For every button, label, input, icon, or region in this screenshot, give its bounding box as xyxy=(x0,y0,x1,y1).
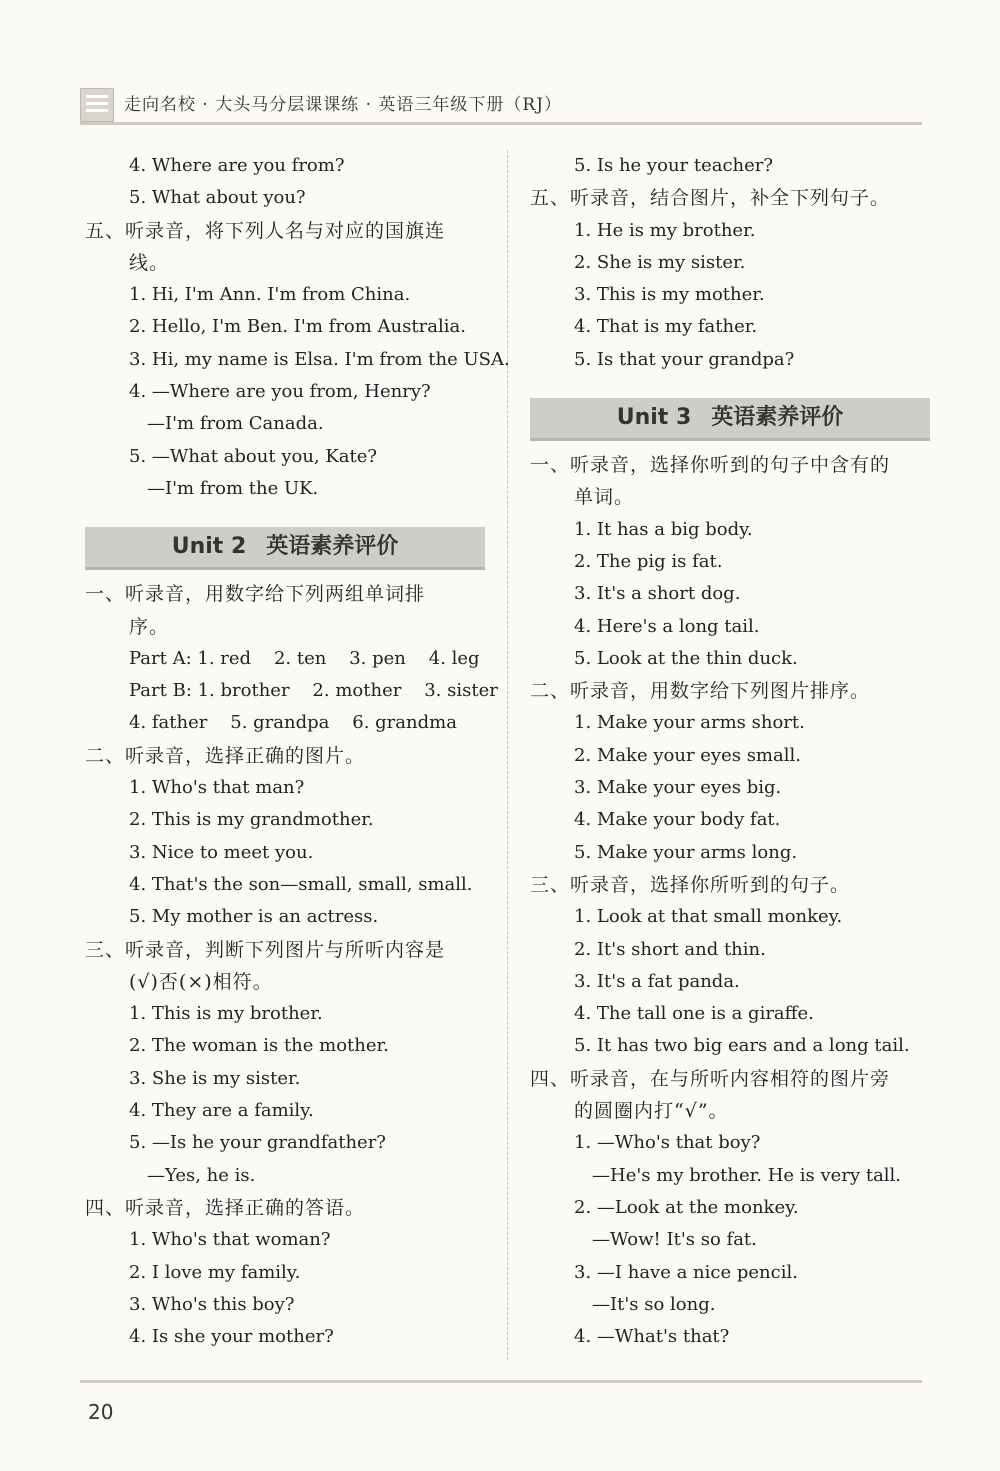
text-line: 1. Hi, I'm Ann. I'm from China. xyxy=(129,284,411,306)
text-line: 1. It has a big body. xyxy=(574,518,753,540)
text-line: 1. He is my brother. xyxy=(574,219,756,241)
left-column xyxy=(85,150,510,1353)
text-line: 3. She is my sister. xyxy=(129,1067,301,1089)
text-line: 1. —Who's that boy? xyxy=(574,1132,761,1154)
question-title: 三、听录音，选择你所听到的句子。 xyxy=(530,873,851,896)
text-line: 2. The woman is the mother. xyxy=(129,1035,389,1057)
text-line: 3. It's a short dog. xyxy=(574,583,741,605)
text-line: 2. The pig is fat. xyxy=(574,550,723,572)
text-line: 2. —Look at the monkey. xyxy=(574,1196,799,1218)
unit-label: Unit 3 xyxy=(616,405,692,431)
text-line: 5. Look at the thin duck. xyxy=(574,647,798,669)
text-line: 4. Make your body fat. xyxy=(574,809,781,831)
text-line: 5. —Is he your grandfather? xyxy=(129,1132,386,1154)
footer-rule xyxy=(80,1380,922,1383)
text-line: 5. It has two big ears and a long tail. xyxy=(574,1035,910,1057)
header-title: 走向名校 · 大头马分层课课练 · 英语三年级下册（RJ） xyxy=(124,95,563,115)
text-line: 5. My mother is an actress. xyxy=(129,906,379,928)
text-line: 4. —Where are you from, Henry? xyxy=(129,381,431,403)
text-line: 5. What about you? xyxy=(129,187,306,209)
question-title: 二、听录音，用数字给下列图片排序。 xyxy=(530,680,871,703)
question-title: 四、听录音，在与所听内容相符的图片旁 xyxy=(530,1067,891,1090)
page-header xyxy=(80,88,922,122)
text-line: —I'm from Canada. xyxy=(147,413,324,435)
text-line: 5. Make your arms long. xyxy=(574,841,798,863)
text-line: 5. —What about you, Kate? xyxy=(129,445,378,467)
unit-3-heading xyxy=(530,398,930,441)
text-line: 3. Hi, my name is Elsa. I'm from the USA. xyxy=(129,348,510,370)
text-line: 5. Is he your teacher? xyxy=(574,155,774,176)
text-line: 3. —I have a nice pencil. xyxy=(574,1261,798,1283)
text-line: 1. Who's that woman? xyxy=(129,1229,331,1251)
text-line: 1. Who's that man? xyxy=(129,777,305,799)
question-title-cont: 线。 xyxy=(129,251,170,274)
unit-label: Unit 2 xyxy=(171,534,247,560)
text-line: —Yes, he is. xyxy=(147,1164,256,1186)
text-line: —He's my brother. He is very tall. xyxy=(592,1164,902,1186)
text-line: 1. This is my brother. xyxy=(129,1003,323,1025)
question-title-cont: 单词。 xyxy=(574,486,635,509)
unit-subtitle: 英语素养评价 xyxy=(711,405,844,431)
text-line: 4. Is she your mother? xyxy=(129,1326,334,1348)
question-title: 五、听录音，结合图片，补全下列句子。 xyxy=(530,187,891,210)
question-title-cont: (√)否(×)相符。 xyxy=(129,970,273,993)
text-line: 4. father 5. grandpa 6. grandma xyxy=(129,712,457,734)
book-icon xyxy=(80,88,114,122)
question-title: 三、听录音，判断下列图片与所听内容是 xyxy=(85,938,446,961)
question-title: 五、听录音，将下列人名与对应的国旗连 xyxy=(85,219,446,242)
question-title: 一、听录音，选择你听到的句子中含有的 xyxy=(530,454,891,477)
page-number: 20 xyxy=(88,1400,114,1424)
question-title-cont: 序。 xyxy=(129,615,170,638)
text-line: 3. Who's this boy? xyxy=(129,1293,295,1315)
text-line: 1. Look at that small monkey. xyxy=(574,906,843,928)
unit-subtitle: 英语素养评价 xyxy=(266,534,399,560)
text-line: 4. The tall one is a giraffe. xyxy=(574,1003,814,1025)
text-line: 2. She is my sister. xyxy=(574,251,746,273)
text-line: 4. That is my father. xyxy=(574,316,758,338)
text-line: 3. Make your eyes big. xyxy=(574,777,782,799)
question-title: 一、听录音，用数字给下列两组单词排 xyxy=(85,583,426,606)
text-line: 2. I love my family. xyxy=(129,1261,301,1283)
unit-2-heading xyxy=(85,527,485,570)
text-line: 3. Nice to meet you. xyxy=(129,841,314,863)
text-line: 2. Make your eyes small. xyxy=(574,744,801,766)
text-line: 4. Here's a long tail. xyxy=(574,615,760,637)
question-title: 二、听录音，选择正确的图片。 xyxy=(85,744,366,767)
text-line: Part B: 1. brother 2. mother 3. sister xyxy=(129,680,498,702)
text-line: 4. Where are you from? xyxy=(129,155,345,176)
text-line: Part A: 1. red 2. ten 3. pen 4. leg xyxy=(129,647,480,669)
text-line: 3. It's a fat panda. xyxy=(574,970,740,992)
question-title-cont: 的圆圈内打“√”。 xyxy=(574,1100,729,1123)
text-line: —I'm from the UK. xyxy=(147,477,319,499)
question-title: 四、听录音，选择正确的答语。 xyxy=(85,1196,366,1219)
text-line: 2. This is my grandmother. xyxy=(129,809,374,831)
text-line: 2. Hello, I'm Ben. I'm from Australia. xyxy=(129,316,466,338)
text-line: 4. They are a family. xyxy=(129,1100,314,1122)
text-line: —It's so long. xyxy=(592,1293,716,1315)
text-line: 2. It's short and thin. xyxy=(574,938,766,960)
text-line: 3. This is my mother. xyxy=(574,284,765,306)
text-line: 1. Make your arms short. xyxy=(574,712,805,734)
text-line: —Wow! It's so fat. xyxy=(592,1229,757,1251)
right-column xyxy=(530,150,930,1353)
column-divider xyxy=(507,150,508,1360)
text-line: 4. That's the son—small, small, small. xyxy=(129,873,473,895)
text-line: 5. Is that your grandpa? xyxy=(574,348,795,370)
text-line: 4. —What's that? xyxy=(574,1326,730,1348)
header-rule xyxy=(80,122,922,125)
